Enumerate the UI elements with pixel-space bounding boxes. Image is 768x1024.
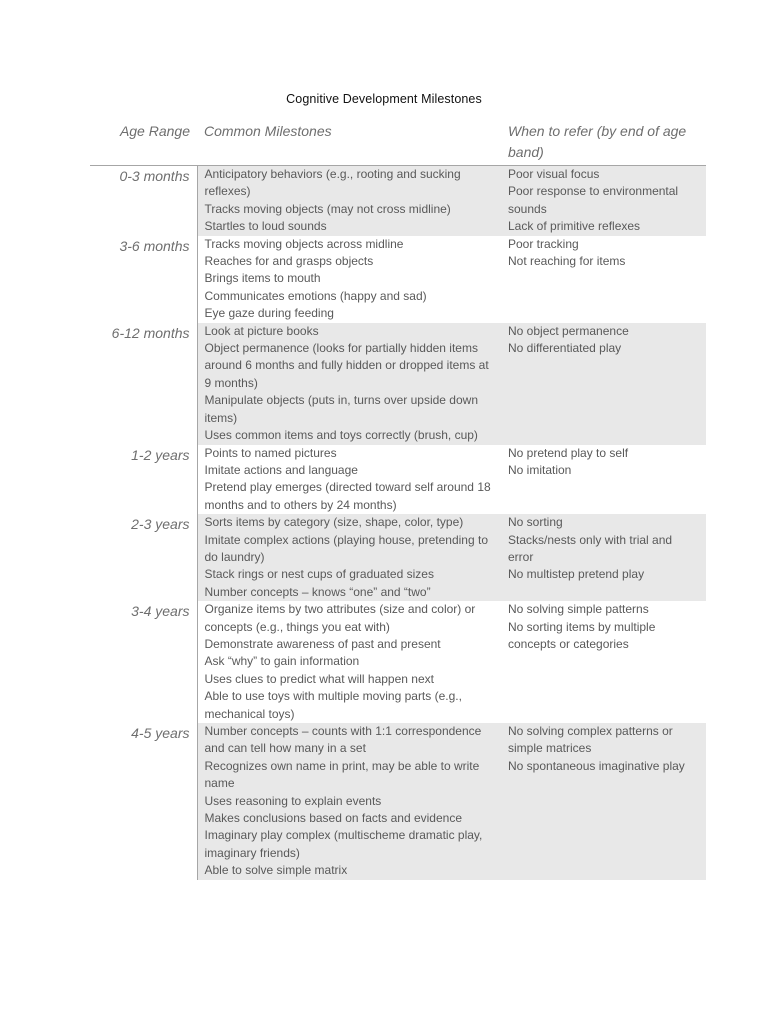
milestone-item: Able to use toys with multiple moving parts (e.g., mechanical toys) [204, 689, 462, 721]
milestone-item: Makes conclusions based on facts and evidence [204, 811, 462, 826]
milestone-item: Points to named pictures [204, 445, 337, 460]
milestone-item: Startles to loud sounds [204, 219, 327, 234]
header-when-to-refer: When to refer (by end of age band) [501, 120, 706, 166]
milestone-item: Number concepts – knows “one” and “two” [204, 584, 431, 599]
refer-item: Stacks/nests only with trial and error [508, 532, 673, 564]
milestones-cell [197, 445, 501, 515]
refer-item: Poor response to environmental sounds [508, 184, 679, 216]
table-row [90, 601, 706, 723]
milestone-item: Demonstrate awareness of past and present [204, 636, 441, 651]
milestone-item: Object permanence (looks for partially hidden items around 6 months and fully hidden or dropped items at 9 months) [204, 341, 489, 390]
refer-item: Poor visual focus [508, 167, 600, 181]
refer-item: No spontaneous imaginative play [508, 758, 685, 773]
milestone-item: Look at picture books [204, 323, 319, 338]
refer-cell [501, 445, 706, 515]
milestone-item: Uses reasoning to explain events [204, 793, 382, 808]
milestone-item: Number concepts – counts with 1:1 correspondence and can tell how many in a set [204, 724, 482, 756]
refer-cell [501, 723, 706, 880]
table-row [90, 236, 706, 323]
header-common-milestones: Common Milestones [197, 120, 501, 166]
age-range-cell: 6-12 months [90, 323, 197, 445]
milestones-cell [197, 323, 501, 445]
milestones-table [90, 120, 706, 880]
refer-item: No sorting [508, 515, 563, 530]
age-range-cell: 3-6 months [90, 236, 197, 323]
milestone-item: Tracks moving objects across midline [204, 236, 404, 251]
refer-item: No solving complex patterns or simple matrices [508, 724, 673, 756]
refer-cell [501, 601, 706, 723]
table-row [90, 445, 706, 515]
age-range-cell: 3-4 years [90, 601, 197, 723]
refer-cell [501, 323, 706, 445]
document-title: Cognitive Development Milestones [286, 92, 482, 106]
milestones-cell [197, 601, 501, 723]
milestone-item: Imitate complex actions (playing house, pretending to do laundry) [204, 532, 488, 564]
milestone-item: Imitate actions and language [204, 462, 358, 477]
milestone-item: Eye gaze during feeding [204, 306, 334, 321]
milestone-item: Able to solve simple matrix [204, 863, 348, 878]
milestone-item: Brings items to mouth [204, 271, 321, 286]
age-range-cell: 4-5 years [90, 723, 197, 880]
milestone-item: Reaches for and grasps objects [204, 254, 374, 269]
age-range-cell: 2-3 years [90, 514, 197, 601]
milestones-cell [197, 166, 501, 236]
milestone-item: Tracks moving objects (may not cross midline) [204, 201, 451, 216]
table-row [90, 323, 706, 445]
header-age-range: Age Range [90, 120, 197, 166]
refer-item: No imitation [508, 462, 572, 477]
milestones-cell [197, 514, 501, 601]
milestone-item: Sorts items by category (size, shape, color, type) [204, 515, 464, 530]
refer-cell [501, 514, 706, 601]
refer-item: No multistep pretend play [508, 567, 645, 582]
milestone-item: Recognizes own name in print, may be able to write name [204, 758, 480, 791]
refer-item: No sorting items by multiple concepts or categories [508, 619, 656, 651]
milestones-cell [197, 236, 501, 323]
milestone-item: Manipulate objects (puts in, turns over upside down items) [204, 393, 478, 425]
milestone-item: Anticipatory behaviors (e.g., rooting and sucking reflexes) [204, 167, 461, 199]
milestone-item: Imaginary play complex (multischeme dramatic play, imaginary friends) [204, 828, 483, 860]
age-range-cell: 1-2 years [90, 445, 197, 515]
refer-item: Not reaching for items [508, 254, 626, 269]
refer-item: No differentiated play [508, 341, 622, 356]
refer-item: Lack of primitive reflexes [508, 219, 641, 234]
milestone-item: Pretend play emerges (directed toward self around 18 months and to others by 24 months) [204, 480, 491, 512]
refer-item: No solving simple patterns [508, 602, 649, 617]
table-header-row [90, 120, 706, 166]
refer-item: Poor tracking [508, 236, 579, 251]
refer-cell [501, 166, 706, 236]
milestones-cell [197, 723, 501, 880]
refer-item: No pretend play to self [508, 445, 629, 460]
refer-item: No object permanence [508, 323, 629, 338]
milestone-item: Organize items by two attributes (size and color) or concepts (e.g., things you eat with) [204, 602, 476, 634]
refer-cell [501, 236, 706, 323]
milestone-item: Communicates emotions (happy and sad) [204, 288, 427, 303]
age-range-cell: 0-3 months [90, 166, 197, 236]
milestone-item: Uses clues to predict what will happen next [204, 671, 434, 686]
milestone-item: Uses common items and toys correctly (brush, cup) [204, 428, 478, 443]
milestone-item: Ask “why” to gain information [204, 654, 360, 669]
table-row [90, 514, 706, 601]
table-body [90, 166, 706, 880]
table-row [90, 723, 706, 880]
table-row [90, 166, 706, 236]
milestone-item: Stack rings or nest cups of graduated sizes [204, 567, 434, 582]
